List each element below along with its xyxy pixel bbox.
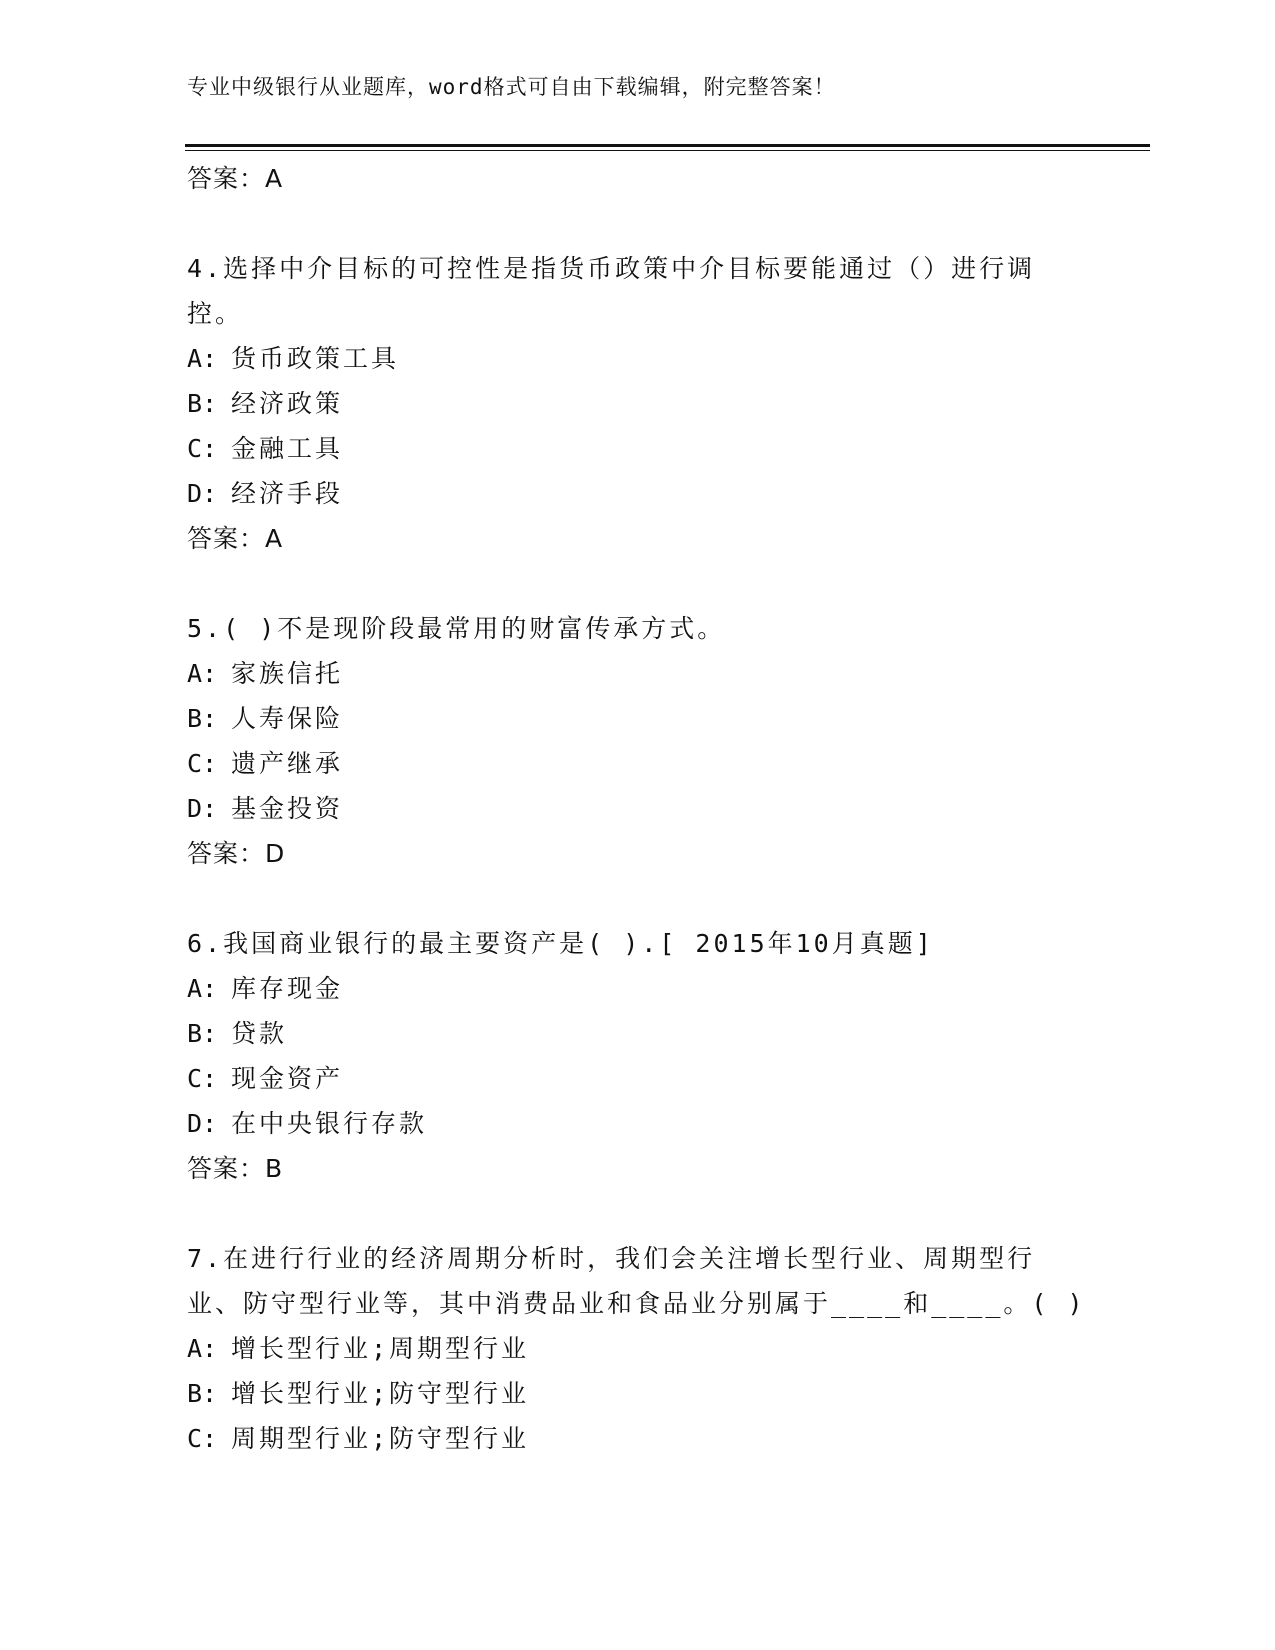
option-d	[187, 786, 1087, 831]
spacer	[187, 1191, 1087, 1236]
option-text: 现金资产	[231, 1064, 344, 1093]
option-label: C:	[187, 749, 218, 778]
spacer	[187, 201, 1087, 246]
option-label: C:	[187, 434, 218, 463]
option-text: 经济手段	[231, 479, 344, 508]
option-text: 在中央银行存款	[231, 1109, 428, 1138]
answer: 答案：A	[187, 524, 284, 553]
option-b	[187, 381, 1087, 426]
option-label: C:	[187, 1424, 218, 1453]
previous-answer: 答案：A	[187, 164, 284, 193]
spacer	[187, 561, 1087, 606]
option-text: 库存现金	[231, 974, 344, 1003]
option-b	[187, 1371, 1087, 1416]
option-a	[187, 1326, 1087, 1371]
option-text: 遗产继承	[231, 749, 344, 778]
option-a	[187, 336, 1087, 381]
option-label: A:	[187, 659, 218, 688]
option-label: A:	[187, 344, 218, 373]
option-text: 金融工具	[231, 434, 344, 463]
question-list	[187, 156, 1087, 1461]
option-label: D:	[187, 794, 218, 823]
option-label: B:	[187, 1379, 218, 1408]
option-label: B:	[187, 704, 218, 733]
option-text: 增长型行业;周期型行业	[231, 1334, 530, 1363]
option-text: 基金投资	[231, 794, 344, 823]
option-label: B:	[187, 1019, 218, 1048]
option-text: 周期型行业;防守型行业	[231, 1424, 530, 1453]
question-stem: 6.我国商业银行的最主要资产是( ).[ 2015年10月真题]	[187, 929, 934, 958]
question-stem: 7.在进行行业的经济周期分析时，我们会关注增长型行业、周期型行	[187, 1244, 1036, 1273]
option-label: A:	[187, 1334, 218, 1363]
option-d	[187, 471, 1087, 516]
question-stem: 5.( )不是现阶段最常用的财富传承方式。	[187, 614, 726, 643]
question-stem: 业、防守型行业等，其中消费品业和食品业分别属于____和____。( )	[187, 1289, 1086, 1318]
question-5	[187, 606, 1087, 876]
option-label: A:	[187, 974, 218, 1003]
question-stem: 控。	[187, 299, 244, 328]
header-rule-thin	[185, 150, 1150, 151]
option-c	[187, 741, 1087, 786]
question-7	[187, 1236, 1087, 1461]
option-label: D:	[187, 1109, 218, 1138]
question-6	[187, 921, 1087, 1191]
option-text: 经济政策	[231, 389, 344, 418]
answer: 答案：D	[187, 839, 286, 868]
option-d	[187, 1101, 1087, 1146]
option-b	[187, 696, 1087, 741]
option-c	[187, 426, 1087, 471]
option-a	[187, 651, 1087, 696]
question-stem: 4.选择中介目标的可控性是指货币政策中介目标要能通过（）进行调	[187, 254, 1036, 283]
option-b	[187, 1011, 1087, 1056]
page-header: 专业中级银行从业题库，word格式可自由下载编辑，附完整答案！	[187, 75, 836, 99]
option-label: B:	[187, 389, 218, 418]
option-a	[187, 966, 1087, 1011]
question-4	[187, 246, 1087, 561]
option-text: 增长型行业;防守型行业	[231, 1379, 530, 1408]
option-c	[187, 1416, 1087, 1461]
option-label: D:	[187, 479, 218, 508]
option-c	[187, 1056, 1087, 1101]
answer: 答案：B	[187, 1154, 284, 1183]
option-text: 货币政策工具	[231, 344, 400, 373]
option-label: C:	[187, 1064, 218, 1093]
option-text: 贷款	[231, 1019, 288, 1048]
option-text: 家族信托	[231, 659, 344, 688]
header-rule-thick	[185, 144, 1150, 147]
spacer	[187, 876, 1087, 921]
option-text: 人寿保险	[231, 704, 344, 733]
